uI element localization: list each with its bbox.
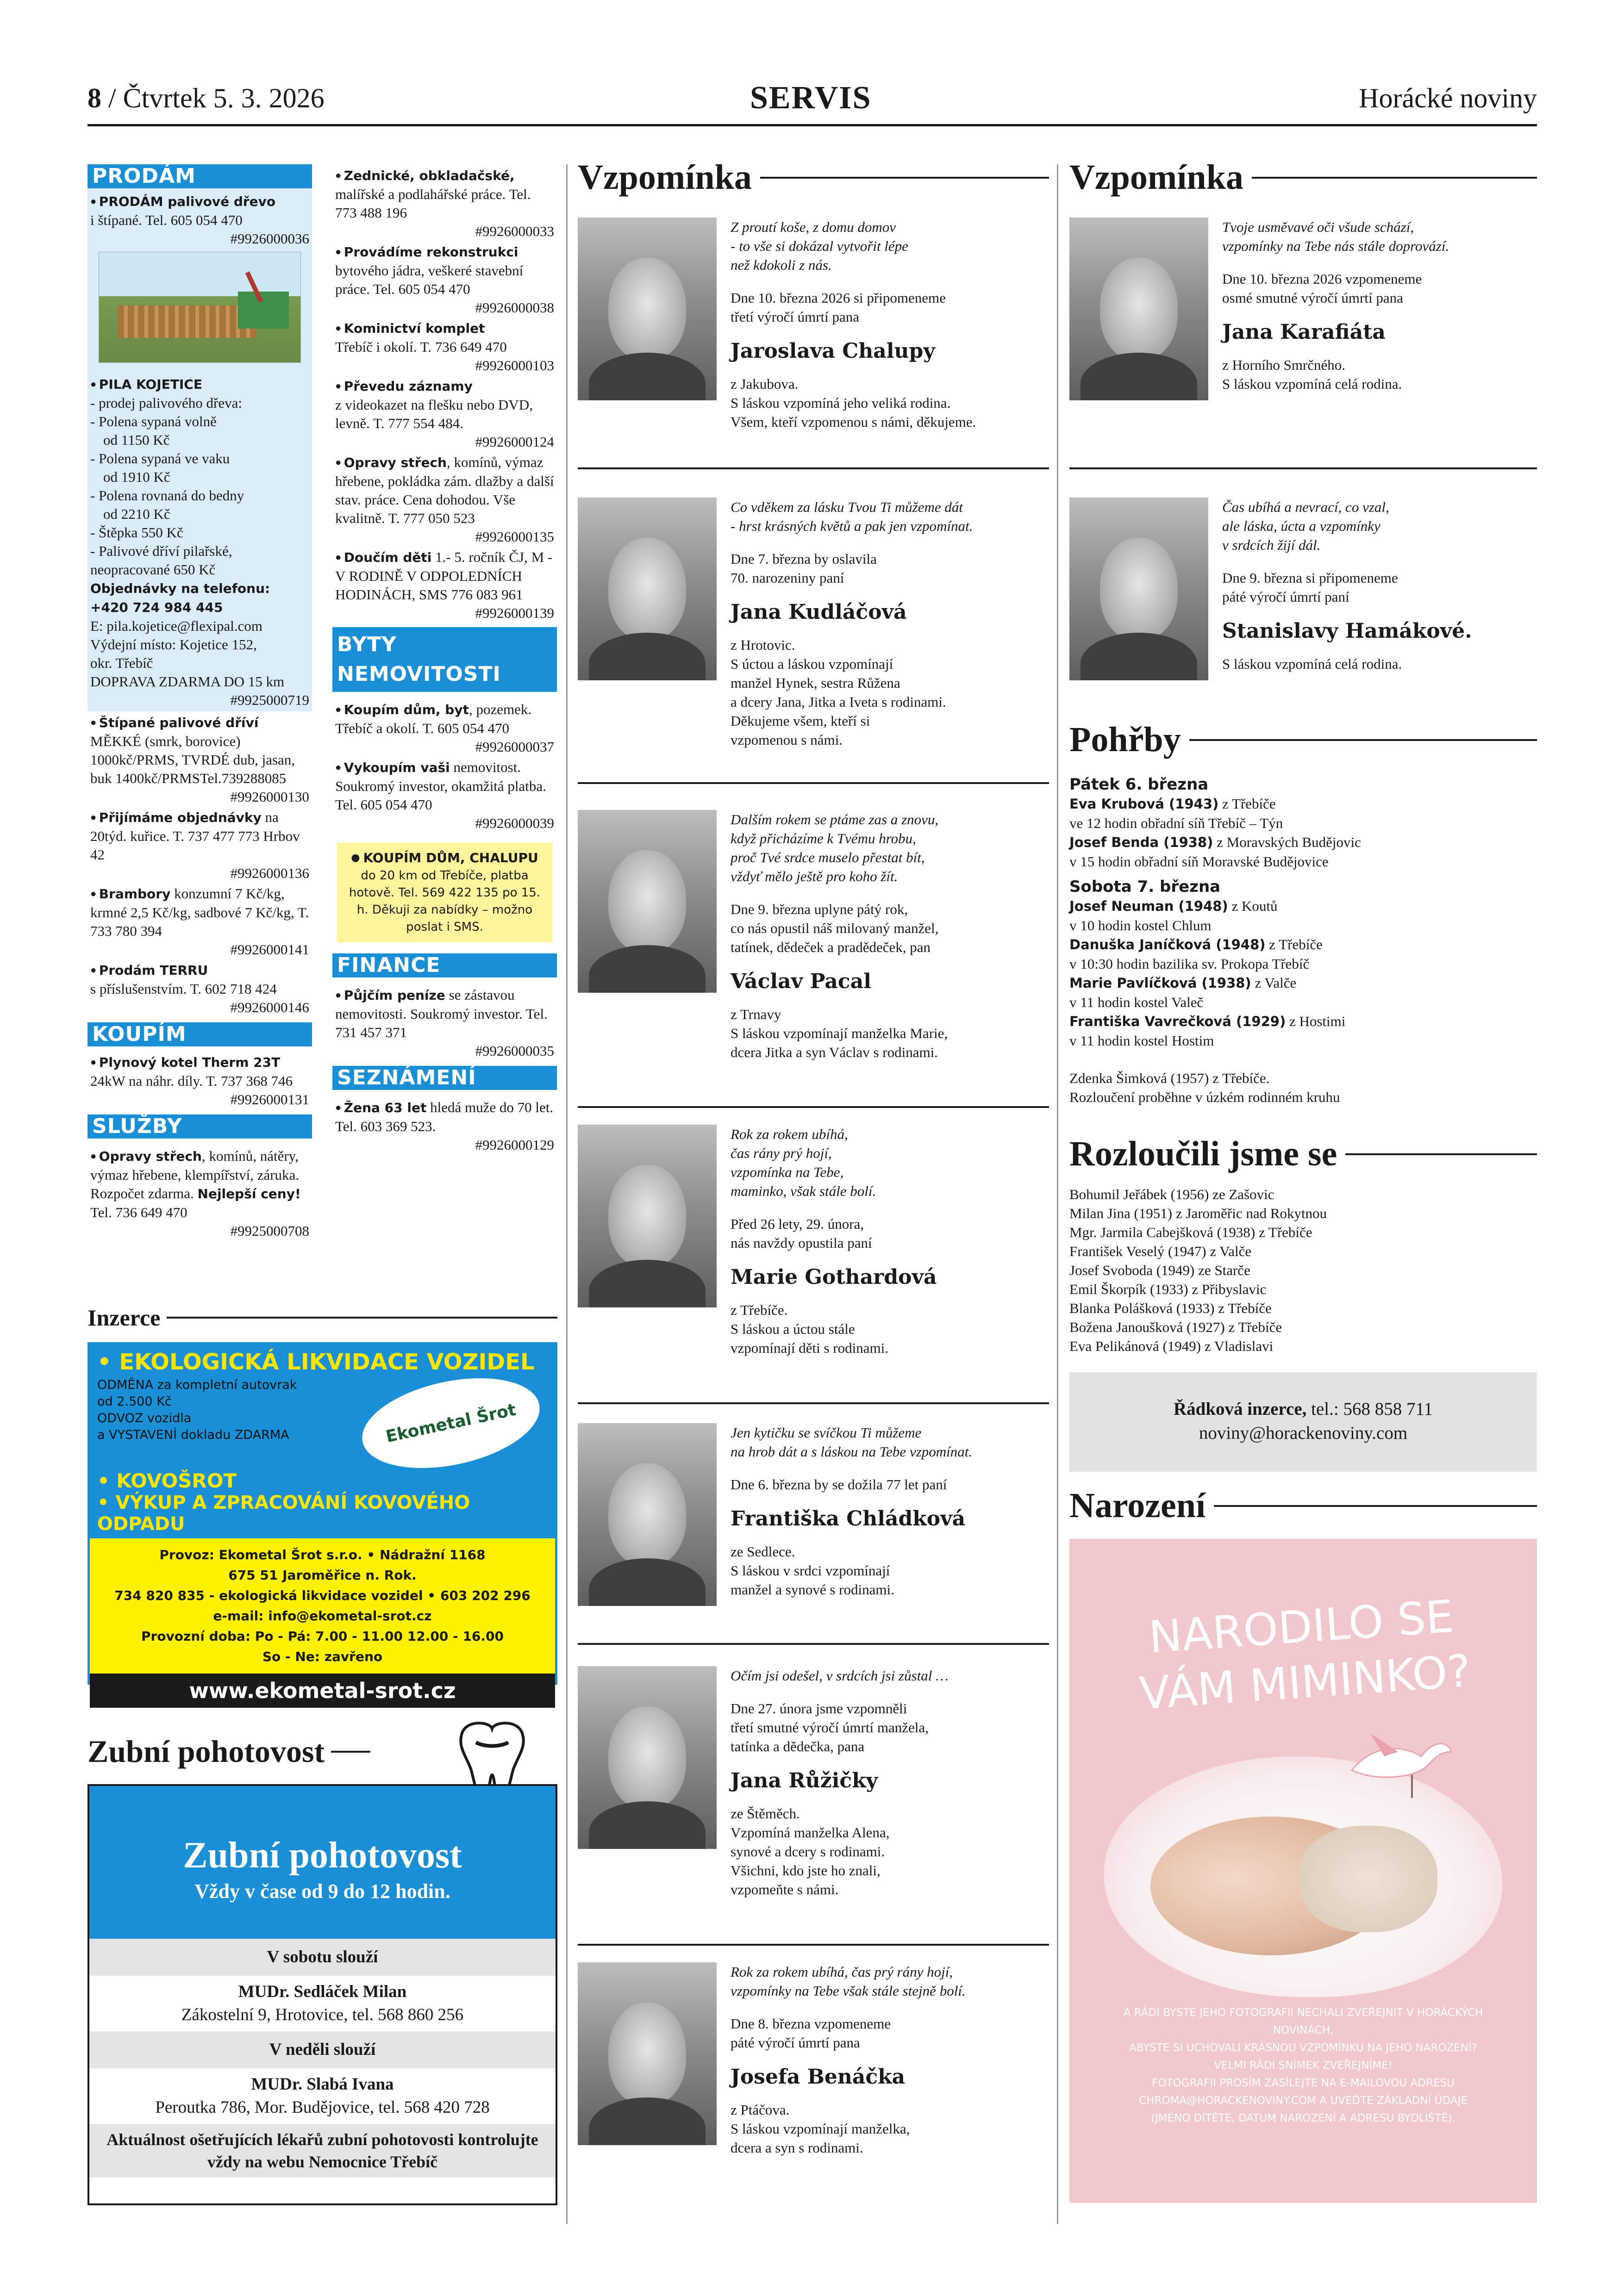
- obituary-separator: [578, 1106, 1049, 1108]
- obituary-name: Marie Gothardová: [731, 1265, 937, 1289]
- obituary-outro: S láskou v srdci vzpomínají: [731, 1562, 890, 1579]
- ad-number: #9926000146: [230, 999, 309, 1015]
- obituary-outro: ze Sedlece.: [731, 1543, 795, 1560]
- classified-ad: ● Půjčím peníze se zástavou nemovitosti. Soukromý investor. Tel. 731 457 371: [335, 986, 554, 1042]
- funeral-day: Sobota 7. března: [1069, 877, 1221, 896]
- issue-date: / Čtvrtek 5. 3. 2026: [101, 83, 325, 113]
- newspaper-name: Horácké noviny: [1359, 83, 1537, 113]
- pohrby-title-text: Pohřby: [1069, 720, 1181, 759]
- portrait-photo: [578, 218, 717, 400]
- portrait-photo: [578, 1962, 717, 2145]
- pohrby-list: [1069, 775, 1537, 1107]
- obituary-outro: z Hrotovic.: [731, 637, 795, 653]
- inzerce-heading: [87, 1304, 557, 1331]
- eko-line: od 2.500 Kč: [97, 1394, 172, 1409]
- obituary-outro: z Ptáčova.: [731, 2102, 790, 2118]
- funeral-entry: Danuška Janíčková (1948) z Třebíče: [1069, 936, 1323, 952]
- ad-number: #9926000039: [475, 815, 554, 831]
- ad-number: #9926000131: [230, 1091, 309, 1108]
- ad-number: #9926000033: [475, 223, 554, 239]
- narozeni-title: [1069, 1486, 1537, 1526]
- farewell-entry: Josef Svoboda (1949) ze Starče: [1069, 1262, 1250, 1278]
- category-prodam: PRODÁM: [87, 164, 312, 188]
- obituary-outro: S láskou a úctou stále: [731, 1321, 855, 1337]
- obituary-name: Václav Pacal: [731, 970, 871, 993]
- obituary-outro: vzpomínají děti s rodinami.: [731, 1340, 888, 1356]
- column-divider: [566, 164, 568, 2224]
- radkova-inzerce-box: [1069, 1372, 1537, 1472]
- zubni-sunday-label: V neděli slouží: [89, 2031, 556, 2068]
- narozeni-body-line: CHROMA@HORACKENOVINY.COM A UVEĎTE ZÁKLADNÍ ÚDAJE: [1139, 2095, 1468, 2107]
- zubni-sunday: [89, 2068, 556, 2124]
- obituary-text: [731, 1125, 1050, 1357]
- obituary-outro: vzpomenou s námi.: [731, 732, 843, 748]
- narozeni-headline-1: NARODILO SE: [1147, 1590, 1455, 1664]
- yellow-ad-text: do 20 km od Třebíče, platba hotově. Tel. 569 422 135 po 15. h. Děkuji za nabídky – možno poslat i SMS.: [349, 869, 541, 934]
- obituary-verse: vzpomínky na Tebe nás stále doprovází.: [1222, 238, 1449, 254]
- farewell-entry: Blanka Polášková (1933) z Třebíče: [1069, 1300, 1272, 1316]
- yellow-ad-title: ● KOUPÍM DŮM, CHALUPU: [344, 849, 545, 867]
- funeral-entry: Marie Pavlíčková (1938) z Valče: [1069, 975, 1297, 991]
- ad-number: #9926000135: [475, 529, 554, 545]
- funeral-place: ve 12 hodin obřadní síň Třebíč – Týn: [1069, 815, 1283, 831]
- pohrby-title: [1069, 720, 1537, 760]
- obituary-verse: - hrst krásných květů a pak jen vzpomínat.: [731, 518, 973, 534]
- funeral-place: v 11 hodin kostel Valeč: [1069, 994, 1204, 1010]
- eko-info-line: Provozní doba: Po - Pá: 7.00 - 11.00 12.00 - 16.00: [141, 1629, 504, 1644]
- narozeni-body-line: FOTOGRAFII PROSÍM ZASÍLEJTE NA E-MAILOVOU ADRESU: [1152, 2077, 1455, 2089]
- farewell-entry: Eva Pelikánová (1949) z Vladislavi: [1069, 1338, 1274, 1354]
- pila-line: - Polena sypaná ve vaku: [90, 450, 230, 467]
- classified-ad: ● Kominictví komplet Třebíč i okolí. T. 736 649 470: [335, 319, 554, 356]
- rozloucili-title: [1069, 1134, 1537, 1174]
- zubni-sat-doctor: MUDr. Sedláček Milan: [238, 1982, 407, 2001]
- pila-line: E: pila.kojetice@flexipal.com: [90, 618, 262, 634]
- obituary-intro: třetí smutné výročí úmrtí manžela,: [731, 1719, 929, 1736]
- obituary-verse: vždyť mělo ještě pro koho žít.: [731, 868, 898, 884]
- obituary-verse: když přicházíme k Tvému hrobu,: [731, 830, 916, 846]
- funeral-place: v 15 hodin obřadní síň Moravské Budějovice: [1069, 853, 1329, 870]
- classifieds-column-1: [87, 164, 312, 1240]
- eko-website: www.ekometal-srot.cz: [90, 1674, 555, 1708]
- obituary-intro: páté výročí úmrtí paní: [1222, 589, 1349, 605]
- obituary-separator: [578, 1643, 1049, 1645]
- obituary-intro: páté výročí úmrtí pana: [731, 2035, 860, 2051]
- obituary-verse: proč Tvé srdce muselo přestat bít,: [731, 849, 925, 865]
- obituary-text: [1222, 218, 1537, 393]
- obituary-text: [1222, 498, 1537, 673]
- ad-number: #9926000124: [475, 434, 554, 450]
- obituary-text: [731, 1666, 1050, 1899]
- funeral-note: Rozloučení proběhne v úzkém rodinném kruhu: [1069, 1089, 1340, 1105]
- funeral-note: Zdenka Šimková (1957) z Třebíče.: [1069, 1070, 1270, 1086]
- ad-number: #9925000719: [230, 692, 309, 708]
- pila-line: od 1150 Kč: [103, 432, 170, 448]
- obituary-intro: Dne 9. března uplyne pátý rok,: [731, 901, 908, 917]
- portrait-photo: [578, 1666, 717, 1849]
- obituary-text: [731, 1423, 1050, 1599]
- pila-line: od 1910 Kč: [103, 469, 170, 485]
- obituary-separator: [578, 1402, 1049, 1404]
- obituary-verse: - to vše si dokázal vytvořit lépe: [731, 238, 908, 254]
- obituary-verse: Očím jsi odešel, v srdcích jsi zůstal …: [731, 1668, 949, 1684]
- eko-vykup: • VÝKUP A ZPRACOVÁNÍ KOVOVÉHO ODPADU: [90, 1492, 555, 1538]
- obituary-outro: S láskou vzpomíná jeho veliká rodina.: [731, 395, 951, 411]
- obituary-outro: z Jakubova.: [731, 376, 799, 392]
- obituary-intro: Dne 8. března vzpomeneme: [731, 2016, 891, 2032]
- obituary-verse: čas rány prý hojí,: [731, 1145, 832, 1161]
- obituary-outro: a dcery Jana, Jitka a Iveta s rodinami.: [731, 694, 946, 710]
- narozeni-title-text: Narození: [1069, 1486, 1206, 1525]
- obituary-text: [731, 218, 1050, 431]
- obituary-outro: Děkujeme všem, kteří si: [731, 713, 870, 729]
- pila-line: - Polena sypaná volně: [90, 413, 217, 429]
- ad-number: #9926000130: [230, 789, 309, 805]
- zubni-title: Zubní pohotovost: [87, 1734, 325, 1769]
- obituary-verse: v srdcích žijí dál.: [1222, 537, 1321, 553]
- obituary-intro: Před 26 lety, 29. února,: [731, 1216, 864, 1232]
- classified-ad-pila: ● PILA KOJETICE: [90, 375, 309, 394]
- obituary-text: [731, 810, 1050, 1062]
- zubni-card-header: [89, 1786, 556, 1939]
- eko-info-line: So - Ne: zavřeno: [262, 1649, 383, 1664]
- classified-ad: ● Plynový kotel Therm 23T 24kW na náhr. díly. T. 737 368 746: [90, 1053, 309, 1090]
- obituary-intro: co nás opustil náš milovaný manžel,: [731, 920, 939, 936]
- classified-ad: ● Převedu záznamy z videokazet na flešku nebo DVD, levně. T. 777 554 484.: [335, 377, 554, 433]
- pila-order: Objednávky na telefonu:: [90, 581, 270, 596]
- ad-number: #9926000139: [475, 605, 554, 621]
- farewell-entry: František Veselý (1947) z Valče: [1069, 1243, 1252, 1259]
- portrait-photo: [578, 810, 717, 993]
- obituary-name: Františka Chládková: [731, 1507, 966, 1531]
- obituary-outro: S láskou vzpomínají manželka Marie,: [731, 1025, 948, 1041]
- vzpominka-title-text: Vzpomínka: [1069, 158, 1243, 197]
- classified-ad: ● Opravy střech, komínů, nátěry, výmaz hřebene, klempířství, záruka. Rozpočet zdarma. Nejlepší ceny! Tel. 736 649 470: [90, 1147, 309, 1222]
- section-title: SERVIS: [750, 80, 872, 116]
- narozeni-headline-2: VÁM MIMINKO?: [1137, 1644, 1473, 1720]
- logo-text: Ekometal Šrot: [384, 1400, 518, 1446]
- classified-ad: ● PRODÁM palivové dřevo i štípané. Tel. 605 054 470: [90, 192, 309, 230]
- obituary-outro: dcera Jitka a syn Václav s rodinami.: [731, 1044, 938, 1060]
- obituary-outro: Všichni, kdo jste ho znali,: [731, 1862, 881, 1879]
- portrait-photo: [1069, 498, 1208, 680]
- obituary-verse: maminko, však stále bolí.: [731, 1183, 876, 1199]
- ad-number: #9926000129: [475, 1137, 554, 1153]
- obituary-separator: [578, 782, 1049, 784]
- classified-ad: ● Doučím děti 1.- 5. ročník ČJ, M - V RODINĚ V ODPOLEDNÍCH HODINÁCH, SMS 776 083 961: [335, 548, 554, 604]
- category-sluzby: SLUŽBY: [87, 1114, 312, 1139]
- page-number: 8: [87, 83, 101, 113]
- obituary-outro: S láskou vzpomíná celá rodina.: [1222, 656, 1402, 672]
- obituary-outro: S láskou vzpomíná celá rodina.: [1222, 376, 1402, 392]
- prodam-box: [87, 188, 312, 711]
- obituary-intro: Dne 6. března by se dožila 77 let paní: [731, 1476, 947, 1493]
- category-seznameni: SEZNÁMENÍ: [332, 1066, 557, 1090]
- pila-line: - Štěpka 550 Kč: [90, 524, 183, 541]
- funeral-entry: Františka Vavrečková (1929) z Hostimi: [1069, 1013, 1346, 1029]
- eko-info-line: 734 820 835 - ekologická likvidace vozidel • 603 202 296: [114, 1588, 531, 1603]
- pila-line: - Palivové dříví pilařské,: [90, 543, 232, 559]
- category-byty: BYTY NEMOVITOSTI: [332, 627, 557, 692]
- ad-number: #9926000036: [230, 230, 309, 247]
- page-header-left: [87, 82, 325, 114]
- farewell-entry: Bohumil Jeřábek (1956) ze Zašovic: [1069, 1186, 1274, 1202]
- classified-ad: ● Žena 63 let hledá muže do 70 let. Tel. 603 369 523.: [335, 1098, 554, 1136]
- narozeni-body-line: ABYSTE SI UCHOVALI KRÁSNOU VZPOMÍNKU NA JEHO NAROZENÍ?: [1129, 2042, 1477, 2054]
- ad-number: #9926000103: [475, 357, 554, 373]
- rozloucili-list: [1069, 1185, 1537, 1356]
- classified-ad: ● Opravy střech, komínů, výmaz hřebene, pokládka zám. dlažby a další stav. práce. Cena dohodou. Vše kvalitně. T. 777 050 523: [335, 453, 554, 528]
- obituary-verse: Rok za rokem ubíhá,: [731, 1126, 848, 1142]
- obituary-intro: Dne 10. března 2026 vzpomeneme: [1222, 271, 1422, 287]
- obituary-verse: Rok za rokem ubíhá, čas prý rány hojí,: [731, 1964, 953, 1980]
- portrait-photo: [578, 1125, 717, 1307]
- ad-number: #9925000708: [230, 1223, 309, 1239]
- ekometal-ad: [87, 1342, 557, 1703]
- funeral-entry: Josef Neuman (1948) z Koutů: [1069, 898, 1278, 914]
- rozloucili-title-text: Rozloučili jsme se: [1069, 1134, 1337, 1173]
- radkova-contact: Řádková inzerce, tel.: 568 858 711: [1173, 1399, 1433, 1419]
- ad-number: #9926000141: [230, 941, 309, 958]
- farewell-entry: Emil Škorpík (1933) z Přibyslavic: [1069, 1281, 1267, 1297]
- radkova-email: noviny@horackenoviny.com: [1199, 1423, 1408, 1443]
- ad-number: #9926000038: [475, 299, 554, 316]
- farewell-entry: Milan Jina (1951) z Jaroměřic nad Rokytnou: [1069, 1205, 1327, 1221]
- obituary-name: Jana Karafiáta: [1222, 320, 1386, 344]
- pila-line: - prodej palivového dřeva:: [90, 395, 242, 411]
- funeral-entry: Eva Krubová (1943) z Třebíče: [1069, 796, 1276, 812]
- obituary-outro: z Horního Smrčného.: [1222, 357, 1346, 373]
- obituary-separator: [578, 467, 1049, 469]
- header-rule: [87, 124, 1537, 126]
- zubni-sat-address: Zákostelní 9, Hrotovice, tel. 568 860 256: [181, 2005, 464, 2024]
- yellow-ad-koupim-dum: [337, 843, 552, 942]
- obituary-outro: manžel Hynek, sestra Růžena: [731, 675, 900, 691]
- obituary-separator: [578, 1944, 1049, 1946]
- obituary-intro: tatínka a dědečka, pana: [731, 1738, 865, 1755]
- funeral-place: v 10:30 hodin bazilika sv. Prokopa Třebíč: [1069, 956, 1310, 972]
- obituary-name: Josefa Benáčka: [731, 2065, 906, 2089]
- obituary-outro: manžel a synové s rodinami.: [731, 1581, 894, 1598]
- zubni-saturday: [89, 1976, 556, 2031]
- narozeni-promo: [1069, 1539, 1537, 2203]
- obituary-intro: nás navždy opustila paní: [731, 1235, 872, 1251]
- funeral-entry: Josef Benda (1938) z Moravských Budějovic: [1069, 834, 1361, 850]
- pila-line: neopracované 650 Kč: [90, 561, 216, 578]
- obituary-verse: než kdokoli z nás.: [731, 257, 832, 273]
- pila-line: DOPRAVA ZDARMA DO 15 km: [90, 673, 285, 690]
- obituary-intro: Dne 27. února jsme vzpomněli: [731, 1700, 907, 1717]
- pila-line: Výdejní místo: Kojetice 152,: [90, 636, 257, 653]
- obituary-name: Jana Kudláčová: [731, 600, 907, 624]
- funeral-place: v 10 hodin kostel Chlum: [1069, 917, 1212, 933]
- category-koupim: KOUPÍM: [87, 1022, 312, 1046]
- narozeni-body-line: VELMI RÁDI SNÍMEK ZVEŘEJNÍME!: [1214, 2060, 1393, 2072]
- zubni-note: Aktuálnost ošetřujících lékařů zubní pohotovosti kontrolujte vždy na webu Nemocnice Třebíč: [89, 2124, 556, 2178]
- zubni-card-sub: Vždy v čase od 9 do 12 hodin.: [194, 1880, 450, 1903]
- zubni-sun-doctor: MUDr. Slabá Ivana: [251, 2075, 394, 2094]
- obituary-outro: S láskou vzpomínají manželka,: [731, 2121, 910, 2137]
- funeral-day: Pátek 6. března: [1069, 775, 1209, 794]
- pila-phone: +420 724 984 445: [90, 600, 223, 615]
- zubni-card-title: Zubní pohotovost: [183, 1835, 462, 1876]
- category-finance: FINANCE: [332, 953, 557, 977]
- obituary-verse: Čas ubíhá a nevrací, co vzal,: [1222, 499, 1389, 515]
- obituary-verse: ale láska, úcta a vzpomínky: [1222, 518, 1380, 534]
- obituary-verse: Co vděkem za lásku Tvou Ti můžeme dát: [731, 499, 963, 515]
- eko-kovosrot: • KOVOŠROT: [90, 1469, 555, 1492]
- pila-line: okr. Třebíč: [90, 655, 153, 671]
- obituary-verse: Jen kytičku se svíčkou Ti můžeme: [731, 1425, 922, 1441]
- obituary-intro: 70. narozeniny paní: [731, 570, 844, 586]
- obituary-verse: Dalším rokem se ptáme zas a znovu,: [731, 811, 939, 828]
- narozeni-body-line: (JMÉNO DÍTĚTE, DATUM NAROZENÍ A ADRESU BYDLIŠTĚ).: [1150, 2112, 1456, 2124]
- zubni-sun-address: Peroutka 786, Mor. Budějovice, tel. 568 420 728: [155, 2098, 490, 2117]
- eko-info-line: Provoz: Ekometal Šrot s.r.o. • Nádražní 1168: [159, 1547, 486, 1562]
- obituary-outro: Vzpomíná manželka Alena,: [731, 1824, 890, 1841]
- vzpominka-mid-title: [578, 157, 1049, 198]
- column-divider: [1057, 164, 1058, 2224]
- classified-ad: ● Prodám TERRU s příslušenstvím. T. 602 718 424: [90, 961, 309, 998]
- obituary-outro: dcera a syn s rodinami.: [731, 2140, 863, 2156]
- obituary-separator: [1069, 467, 1537, 469]
- classified-ad: ● Koupím dům, byt, pozemek. Třebíč a okolí. T. 605 054 470: [335, 700, 554, 738]
- eko-line: ODMĚNA za kompletní autovrak: [97, 1378, 297, 1392]
- stork-icon: [1343, 1729, 1454, 1803]
- portrait-photo: [578, 1423, 717, 1606]
- obituary-text: [731, 498, 1050, 749]
- obituary-outro: z Trnavy: [731, 1006, 781, 1022]
- obituary-intro: Dne 10. března 2026 si připomeneme: [731, 290, 946, 306]
- farewell-entry: Mgr. Jarmila Cabejšková (1938) z Třebíče: [1069, 1224, 1312, 1240]
- portrait-photo: [578, 498, 717, 680]
- obituary-text: [731, 1962, 1050, 2157]
- obituary-name: Jana Růžičky: [731, 1769, 878, 1792]
- vzpominka-right-title: [1069, 157, 1537, 198]
- pila-line: od 2210 Kč: [103, 506, 170, 522]
- ad-number: #9926000037: [475, 739, 554, 755]
- eko-line: a VYSTAVENÍ dokladu ZDARMA: [97, 1428, 289, 1442]
- obituary-intro: třetí výročí úmrtí pana: [731, 309, 860, 325]
- narozeni-body: [1097, 2004, 1509, 2127]
- classified-ad: ● Štípané palivové dříví MĚKKÉ (smrk, borovice) 1000kč/PRMS, TVRDÉ dub, jasan, buk 1400kč/PRMSTel.739288085: [90, 713, 309, 788]
- classified-ad: ● Provádíme rekonstrukci bytového jádra, veškeré stavební práce. Tel. 605 054 470: [335, 243, 554, 299]
- obituary-intro: tatínek, dědeček a pradědeček, pan: [731, 939, 931, 955]
- narozeni-body-line: A RÁDI BYSTE JEHO FOTOGRAFII NECHALI ZVEŘEJNIT V HORÁCKÝCH NOVINÁCH,: [1123, 2007, 1483, 2036]
- obituary-outro: synové a dcery s rodinami.: [731, 1843, 885, 1860]
- ad-number: #9926000035: [475, 1043, 554, 1059]
- obituary-name: Stanislavy Hamákové.: [1222, 619, 1472, 643]
- pila-line: - Polena rovnaná do bedny: [90, 487, 244, 504]
- obituary-intro: Dne 9. března si připomeneme: [1222, 570, 1398, 586]
- classifieds-column-2: [332, 164, 557, 1154]
- eko-offer: [90, 1377, 555, 1469]
- obituary-verse: Tvoje usměvavé oči všude schází,: [1222, 219, 1414, 235]
- obituary-outro: Všem, kteří vzpomenou s námi, děkujeme.: [731, 414, 976, 430]
- ad-number: #9926000136: [230, 865, 309, 881]
- obituary-intro: Dne 7. března by oslavila: [731, 551, 877, 567]
- obituary-name: Jaroslava Chalupy: [731, 339, 935, 363]
- forestry-tractor-photo: [99, 252, 301, 363]
- portrait-photo: [1069, 218, 1208, 400]
- obituary-outro: z Třebíče.: [731, 1302, 788, 1318]
- vzpominka-title-text: Vzpomínka: [578, 158, 752, 197]
- classified-ad: ● Zednické, obkladačské, malířské a podlahářské práce. Tel. 773 488 196: [335, 166, 554, 222]
- inzerce-title: Inzerce: [87, 1305, 161, 1331]
- classified-ad: ● Přijímáme objednávky na 20týd. kuřice. T. 737 477 773 Hrbov 42: [90, 808, 309, 864]
- obituary-verse: vzpomínky na Tebe však stále stejně bolí.: [731, 1983, 966, 1999]
- zubni-card: [87, 1784, 557, 2205]
- obituary-verse: Z proutí koše, z domu domov: [731, 219, 896, 235]
- eko-info-line: 675 51 Jaroměřice n. Rok.: [228, 1568, 417, 1583]
- eko-headline: • EKOLOGICKÁ LIKVIDACE VOZIDEL: [90, 1344, 555, 1377]
- obituary-outro: vzpomeňte s námi.: [731, 1881, 839, 1898]
- obituary-intro: osmé smutné výročí úmrtí pana: [1222, 290, 1403, 306]
- zubni-saturday-label: V sobotu slouží: [89, 1939, 556, 1976]
- eko-info: [90, 1538, 555, 1674]
- obituary-verse: na hrob dát a s láskou na Tebe vzpomínat.: [731, 1444, 973, 1460]
- narozeni-headline: [1069, 1583, 1537, 1726]
- farewell-entry: Božena Janoušková (1927) z Třebíče: [1069, 1319, 1282, 1335]
- obituary-outro: ze Štěměch.: [731, 1805, 800, 1822]
- funeral-place: v 11 hodin kostel Hostim: [1069, 1033, 1214, 1049]
- obituary-outro: S úctou a láskou vzpomínají: [731, 656, 893, 672]
- eko-line: ODVOZ vozidla: [97, 1411, 192, 1425]
- classified-ad: ● Vykoupím vaši nemovitost. Soukromý investor, okamžitá platba. Tel. 605 054 470: [335, 758, 554, 814]
- obituary-verse: vzpomínka na Tebe,: [731, 1164, 844, 1180]
- eko-info-line: e-mail: info@ekometal-srot.cz: [213, 1608, 432, 1624]
- classified-ad: ● Brambory konzumní 7 Kč/kg, krmné 2,5 Kč/kg, sadbové 7 Kč/kg, T. 733 780 394: [90, 884, 309, 940]
